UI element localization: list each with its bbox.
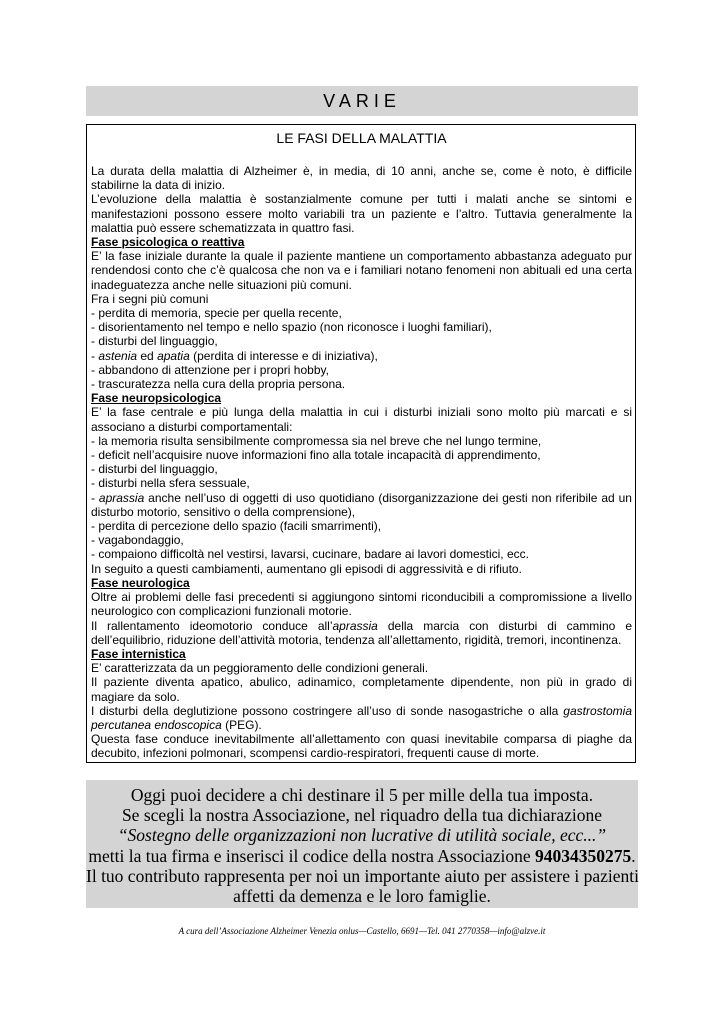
- phase-closing: In seguito a questi cambiamenti, aumentano gli episodi di aggressività e di rifiuto.: [91, 561, 522, 576]
- phase-text: I disturbi della deglutizione possono costringere all’uso di sonde nasogastriche o alla gastrostomia percutanea endoscopica (PEG).: [91, 703, 632, 732]
- promo-line: Se scegli la nostra Associazione, nel riquadro della tua dichiarazione: [121, 805, 603, 826]
- phase-title: Fase internistica: [91, 646, 186, 661]
- list-item: - perdita di percezione dello spazio (facili smarrimenti),: [91, 519, 382, 534]
- phase-text: E’ la fase iniziale durante la quale il paziente mantiene un comportamento abbastanza adeguato pur rendendosi conto che c’è qualcosa che non va e i familiari notano fenomeni non abituali ed una certa inadeguatezza anche nelle situazioni più comuni.: [91, 249, 632, 292]
- phase-text: Questa fase conduce inevitabilmente all’allettamento con quasi inevitabile comparsa di piaghe da decubito, infezioni polmonari, scompensi cardio-respiratori, frequenti cause di morte.: [91, 732, 632, 761]
- list-item: - disorientamento nel tempo e nello spazio (non riconosce i luoghi familiari),: [91, 320, 492, 335]
- list-item: - disturbi nella sfera sessuale,: [91, 476, 250, 491]
- phase-title: Fase psicologica o reattiva: [91, 235, 245, 250]
- term-aprassia: aprassia: [98, 490, 145, 505]
- promo-line: affetti da demenza e le loro famiglie.: [233, 886, 491, 907]
- page-footer: A cura dell’Associazione Alzheimer Venezia onlus—Castello, 6691—Tel. 041 2770358—info@alzve.it: [178, 926, 546, 936]
- list-item: - compaiono difficoltà nel vestirsi, lavarsi, cucinare, badare ai lavori domestici, ecc.: [91, 547, 529, 562]
- article-box: [86, 124, 636, 763]
- signs-intro: Fra i segni più comuni: [91, 291, 209, 306]
- article-body: [91, 164, 632, 761]
- phase-text: Il rallentamento ideomotorio conduce all’aprassia della marcia con disturbi di cammino e dell’equilibrio, riduzione dell’attività motoria, tendenza all’allettamento, rigidità, tremori, incontinenza.: [91, 618, 633, 647]
- promo-line: Oggi puoi decidere a chi destinare il 5 per mille della tua imposta.: [130, 785, 594, 805]
- five-per-mille-banner: [86, 780, 638, 908]
- list-item: - deficit nell’acquisire nuove informazioni fino alla totale incapacità di apprendimento,: [91, 448, 541, 463]
- phase-text: Il paziente diventa apatico, abulico, adinamico, completamente dipendente, non più in grado di magiare da solo.: [91, 675, 632, 704]
- list-item: - perdita di memoria, specie per quella recente,: [91, 306, 342, 321]
- term-gastrostomia: gastrostomia percutanea endoscopica: [91, 703, 632, 732]
- section-title: VARIE: [323, 91, 401, 111]
- association-code: 94034350275: [534, 845, 632, 866]
- list-item: - disturbi del linguaggio,: [91, 462, 218, 477]
- article-title: LE FASI DELLA MALATTIA: [276, 130, 447, 146]
- promo-line: “Sostegno delle organizzazioni non lucrative di utilità sociale, ecc...”: [117, 825, 607, 846]
- promo-line: Il tuo contributo rappresenta per noi un importante aiuto per assistere i pazienti: [86, 865, 640, 886]
- phase-title: Fase neuropsicologica: [91, 391, 222, 406]
- list-item: - aprassia anche nell’uso di oggetti di uso quotidiano (disorganizzazione dei gesti non riferibile ad un disturbo motorio, sensitivo o della comprensione),: [91, 490, 632, 519]
- phase-text: E’ caratterizzata da un peggioramento delle condizioni generali.: [91, 661, 429, 676]
- section-header: [86, 86, 638, 116]
- promo-line: metti la tua firma e inserisci il codice della nostra Associazione 94034350275.: [88, 845, 636, 866]
- list-item: - astenia ed apatia (perdita di interesse e di iniziativa),: [91, 348, 378, 363]
- term-aprassia: aprassia: [332, 618, 378, 633]
- phase-text: Oltre ai problemi delle fasi precedenti si aggiungono sintomi riconducibili a compromissione a livello neurologico con complicazioni funzionali motorie.: [91, 590, 632, 619]
- term-apatia: apatia: [157, 348, 190, 363]
- phase-text: E’ la fase centrale e più lunga della malattia in cui i disturbi iniziali sono molto più marcati e si associano a disturbi comportamentali:: [91, 405, 632, 434]
- list-item: - trascuratezza nella cura della propria persona.: [91, 377, 346, 392]
- list-item: - vagabondaggio,: [91, 533, 184, 548]
- term-astenia: astenia: [98, 348, 138, 363]
- intro-paragraph: L’evoluzione della malattia è sostanzialmente comune per tutti i malati anche se sintomi e manifestazioni possono essere molto variabili tra un paziente e l’altro. Tuttavia generalmente la malattia può essere schematizzata in quattro fasi.: [91, 192, 632, 235]
- list-item: - abbandono di attenzione per i propri hobby,: [91, 362, 329, 377]
- intro-paragraph: La durata della malattia di Alzheimer è, in media, di 10 anni, anche se, come è noto, è difficile stabilirne la data di inizio.: [91, 164, 632, 193]
- list-item: - la memoria risulta sensibilmente compromessa sia nel breve che nel lungo termine,: [91, 433, 542, 448]
- phase-title: Fase neurologica: [91, 575, 190, 590]
- list-item: - disturbi del linguaggio,: [91, 334, 218, 349]
